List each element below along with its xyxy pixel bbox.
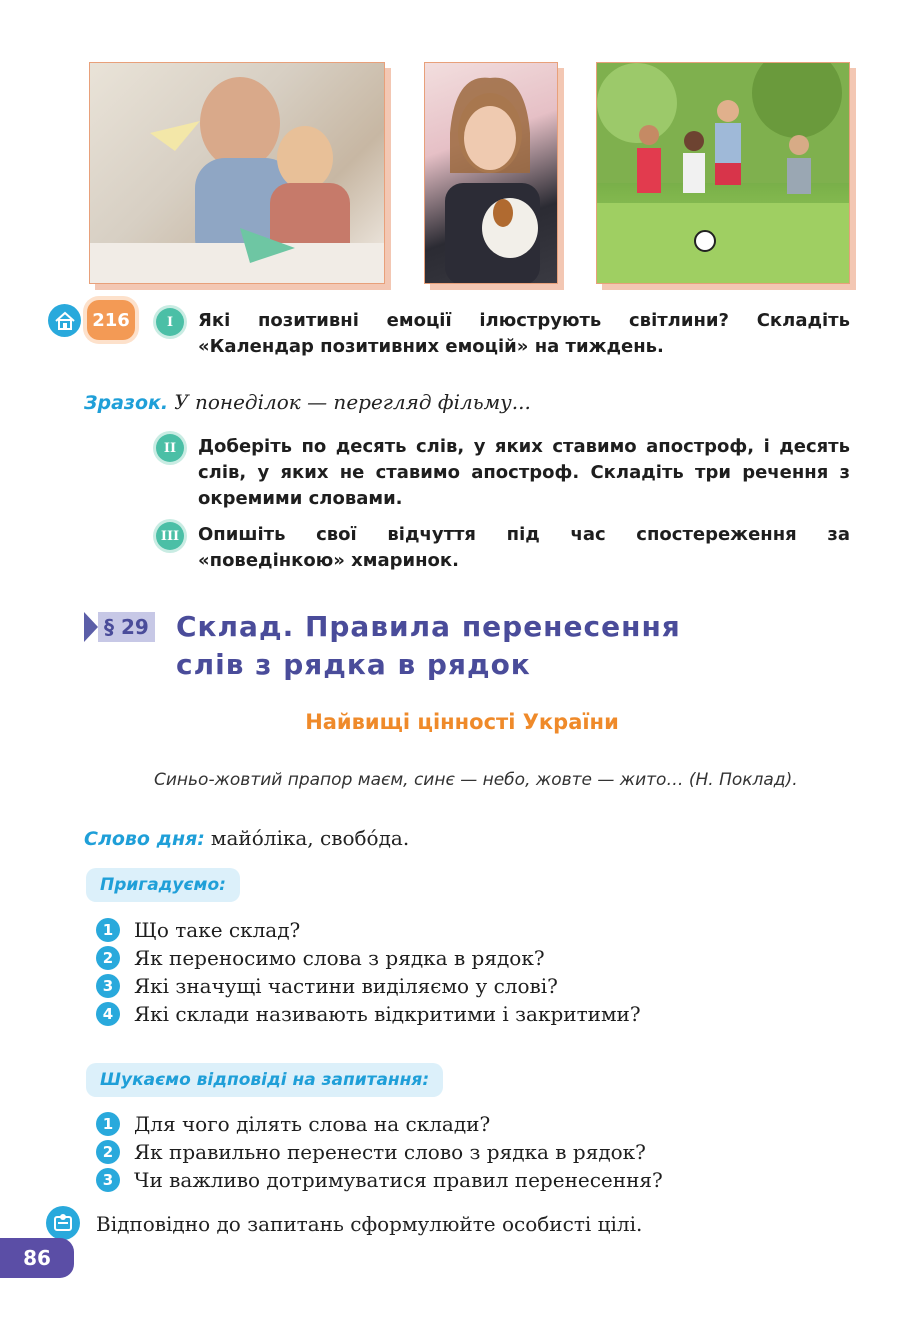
list-item-text: Чи важливо дотримуватися правил перенесення? [134,1168,663,1192]
photo-girl-with-puppy [424,62,558,284]
seek-label: Шукаємо відповіді на запитання: [86,1063,443,1097]
task-part-2-text: Доберіть по десять слів, у яких ставимо апостроф, і десять слів, у яких не ставимо апостроф. Складіть три речення з окремими словами. [198,436,850,509]
subheading: Найвищі цінності України [305,710,619,734]
task-part-2-marker: II [156,434,184,462]
home-task-icon [48,304,81,337]
example-line [84,390,531,414]
word-of-day-label: Слово дня: [84,828,205,850]
section-marker [84,612,155,642]
list-item-text: Як правильно перенести слово з рядка в рядок? [134,1140,646,1164]
page-number: 86 [0,1238,74,1278]
task-part-3-text: Опишіть свої відчуття під час спостереження за «поведінкою» хмаринок. [198,524,850,571]
list-number-icon: 4 [96,1002,120,1026]
list-number-icon: 3 [96,974,120,998]
section-title-line-1: Склад. Правила перенесення [176,610,681,643]
list-item [96,1166,663,1194]
recall-label: Пригадуємо: [86,868,240,902]
section-title [176,608,681,684]
word-of-day-words: майóліка, свобóда. [210,826,410,850]
list-item [96,1000,641,1028]
list-item [96,1110,663,1138]
seek-list [96,1110,663,1194]
task-number-badge: 216 [87,300,135,340]
list-number-icon: 1 [96,1112,120,1136]
section-arrow-icon [84,612,98,642]
list-number-icon: 2 [96,946,120,970]
section-number: § 29 [98,612,155,642]
list-number-icon: 1 [96,918,120,942]
example-text: У понеділок — перегляд фільму... [174,390,531,414]
list-item-text: Для чого ділять слова на склади? [134,1112,491,1136]
word-of-day [84,826,409,850]
section-title-line-2: слів з рядка в рядок [176,648,531,681]
task-part-1-marker: I [156,308,184,336]
goal-text: Відповідно до запитань сформулюйте особисті цілі. [96,1212,643,1236]
list-item [96,944,641,972]
list-item [96,1138,663,1166]
list-number-icon: 2 [96,1140,120,1164]
list-item-text: Як переносимо слова з рядка в рядок? [134,946,545,970]
list-item-text: Які склади називають відкритими і закритими? [134,1002,641,1026]
task-part-1-text: Які позитивні емоції ілюструють світлини? Складіть «Календар позитивних емоцій» на тиждень. [198,310,850,357]
photo-father-daughter-paper-plane [89,62,385,284]
example-label: Зразок. [84,392,169,414]
puzzle-goal-icon [46,1206,80,1240]
list-item [96,972,641,1000]
list-item-text: Що таке склад? [134,918,301,942]
task-part-3-marker: III [156,522,184,550]
photo-kids-playing-football [596,62,850,284]
list-number-icon: 3 [96,1168,120,1192]
epigraph: Синьо-жовтий прапор маєм, синє — небо, жовте — жито… (Н. Поклад). [154,770,798,790]
list-item [96,916,641,944]
recall-list [96,916,641,1028]
list-item-text: Які значущі частини виділяємо у слові? [134,974,558,998]
